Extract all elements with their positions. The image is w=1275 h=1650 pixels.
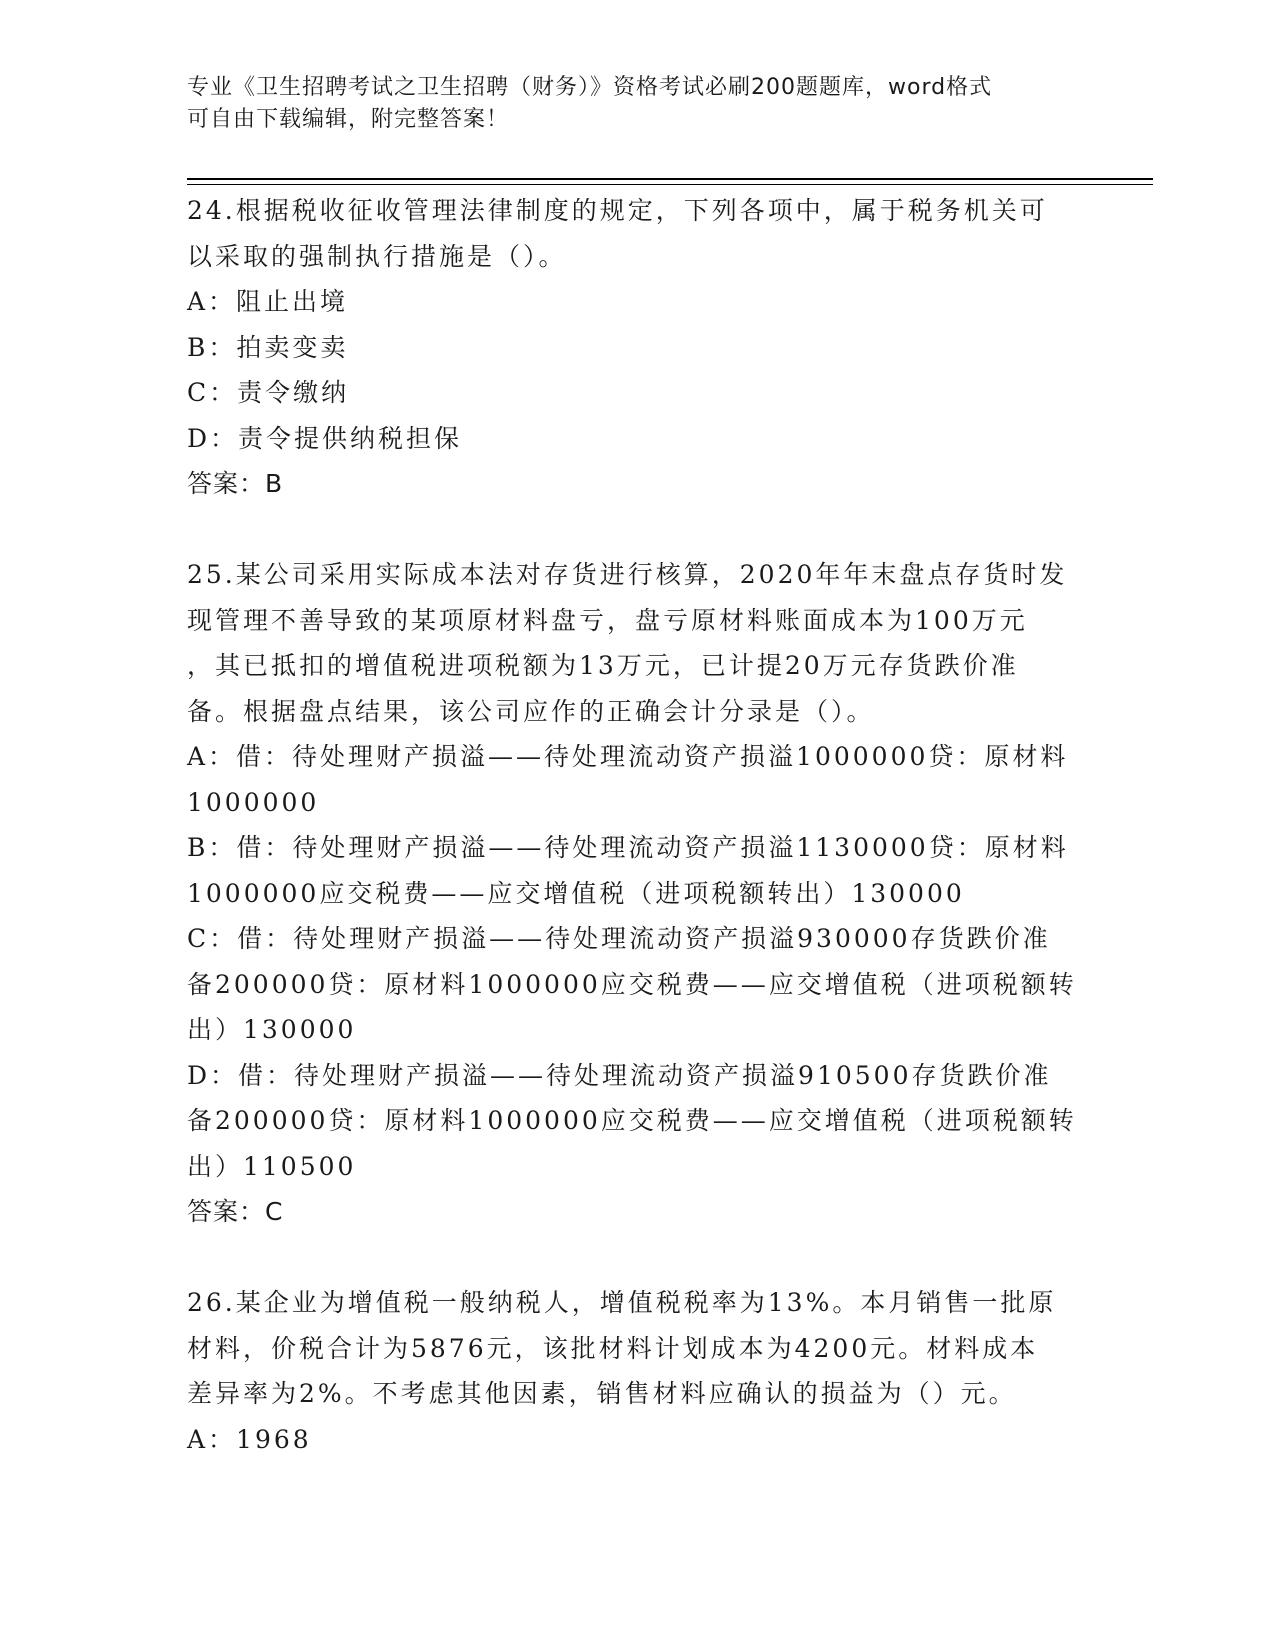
document-header — [187, 72, 1067, 136]
question-stem-line: 25.某公司采用实际成本法对存货进行核算，2020年年末盘点存货时发 — [187, 560, 1068, 589]
option-b-continuation: 1000000应交税费——应交增值税（进项税额转出）130000 — [187, 878, 965, 908]
header-line-2: 可自由下载编辑，附完整答案！ — [187, 107, 510, 132]
question-stem-line: 差异率为2%。不考虑其他因素，销售材料应确认的损益为（）元。 — [187, 1379, 1017, 1408]
option-b: B：借：待处理财产损溢——待处理流动资产损溢1130000贷：原材料 — [187, 833, 1069, 862]
option-a: A：1968 — [187, 1424, 312, 1454]
header-divider-thin — [187, 184, 1153, 185]
option-c-continuation: 备200000贷：原材料1000000应交税费——应交增值税（进项税额转 — [187, 969, 1077, 999]
question-stem-line: 备。根据盘点结果，该公司应作的正确会计分录是（）。 — [187, 696, 875, 726]
option-c-continuation: 出）130000 — [187, 1015, 357, 1044]
header-divider-thick — [187, 178, 1153, 180]
option-b: B：拍卖变卖 — [187, 332, 349, 362]
question-stem-line: ，其已抵扣的增值税进项税额为13万元，已计提20万元存货跌价准 — [187, 651, 1019, 680]
answer-line: 答案：C — [187, 1197, 284, 1226]
question-26 — [187, 1280, 1087, 1462]
question-stem-line: 以采取的强制执行措施是（）。 — [187, 241, 567, 271]
header-line-1: 专业《卫生招聘考试之卫生招聘（财务）》资格考试必刷200题题库，word格式 — [187, 75, 993, 100]
question-24 — [187, 188, 1087, 507]
question-list — [187, 188, 1087, 1462]
option-c: C：责令缴纳 — [187, 378, 350, 407]
option-d-continuation: 出）110500 — [187, 1151, 357, 1181]
option-d: D：借：待处理财产损溢——待处理流动资产损溢910500存货跌价准 — [187, 1060, 1052, 1090]
option-a: A：阻止出境 — [187, 287, 349, 316]
option-c: C：借：待处理财产损溢——待处理流动资产损溢930000存货跌价准 — [187, 924, 1051, 953]
option-a: A：借：待处理财产损溢——待处理流动资产损溢1000000贷：原材料 — [187, 742, 1069, 771]
option-d: D：责令提供纳税担保 — [187, 423, 463, 453]
question-spacer — [187, 507, 1087, 553]
option-a-continuation: 1000000 — [187, 787, 320, 817]
option-d-continuation: 备200000贷：原材料1000000应交税费——应交增值税（进项税额转 — [187, 1106, 1077, 1135]
question-stem-line: 材料，价税合计为5876元，该批材料计划成本为4200元。材料成本 — [187, 1333, 1039, 1363]
answer-line: 答案：B — [187, 469, 284, 498]
question-stem-line: 现管理不善导致的某项原材料盘亏，盘亏原材料账面成本为100万元 — [187, 605, 1028, 635]
question-stem-line: 24.根据税收征收管理法律制度的规定，下列各项中，属于税务机关可 — [187, 196, 1048, 225]
question-stem-line: 26.某企业为增值税一般纳税人，增值税税率为13%。本月销售一批原 — [187, 1288, 1057, 1317]
question-spacer — [187, 1235, 1087, 1281]
question-25 — [187, 552, 1087, 1235]
